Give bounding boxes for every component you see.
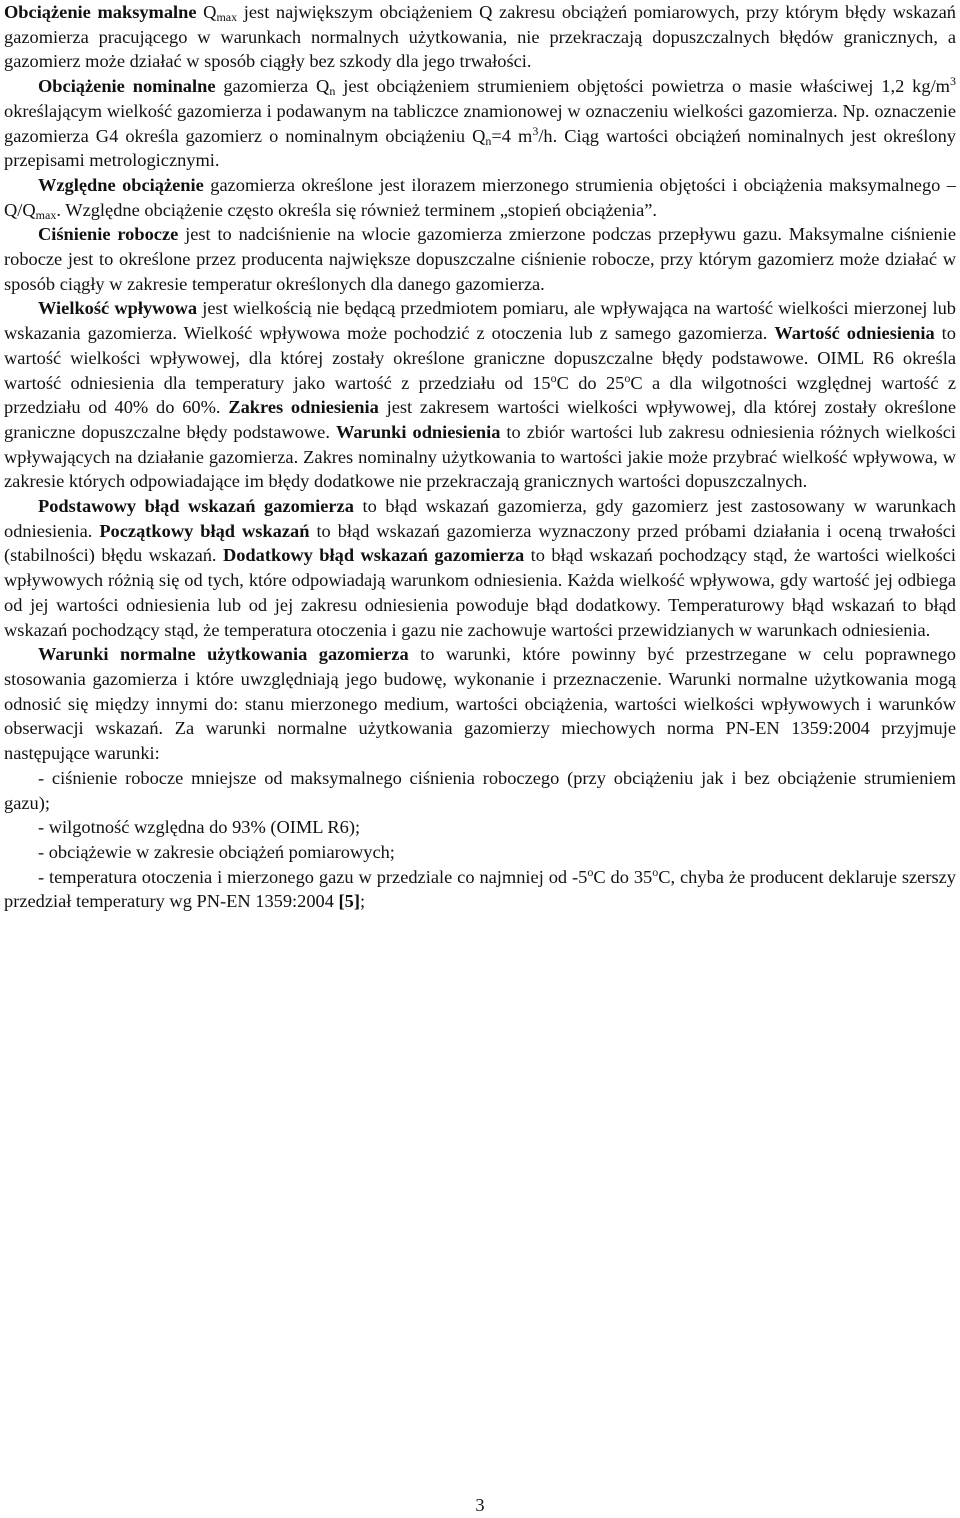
term-dodatkowy-blad: Dodatkowy błąd wskazań gazomierza — [222, 545, 525, 566]
reference-citation: [5] — [338, 891, 360, 912]
term-cisnienie-robocze: Ciśnienie robocze — [38, 224, 179, 245]
term-wartosc-odniesienia: Wartość odniesienia — [774, 323, 935, 344]
paragraph-bledy-wskazan: Podstawowy błąd wskazań gazomierza to błąd wskazań gazomierza, gdy gazomierz jest zastosowany w warunkach odniesienia. Początkowy błąd wskazań to błąd wskazań gazomierza wyznaczony przed próbami działania i oceną trwałości (stabilności) błędu wskazań. Dodatkowy błąd wskazań gazomierza to błąd wskazań pochodzący stąd, że wartości wielkości wpływowych różnią się od tych, które odpowiadają warunkom odniesienia. Każda wielkość wpływowa, gdy wartość jej odbiega od jej wartości odniesienia lub od jej zakresu odniesienia powoduje błąd dodatkowy. Temperaturowy błąd wskazań to błąd wskazań pochodzący stąd, że temperatura otoczenia i gazu nie zachowuje wartości przewidzianych w warunkach odniesienia. — [4, 496, 956, 640]
list-item: - ciśnienie robocze mniejsze od maksymalnego ciśnienia roboczego (przy obciążeniu jak i bez obciążenie strumieniem gazu); — [4, 767, 956, 813]
paragraph-cisnienie-robocze: Ciśnienie robocze jest to nadciśnienie na wlocie gazomierza zmierzone podczas przepływu gazu. Maksymalne ciśnienie robocze jest to określone przez producenta największe dopuszczalne ciśnienie robocze, przy którym gazomierz może działać w sposób ciągły w zakresie temperatur określonych dla danego gazomierza. — [4, 224, 956, 294]
paragraph-warunki-normalne: Warunki normalne użytkowania gazomierza to warunki, które powinny być przestrzegane w celu poprawnego stosowania gazomierza i które uwzględniają jego budowę, wykonanie i przeznaczenie. Warunki normalne użytkowania mogą odnosić się między innymi do: stanu mierzonego medium, wartości obciążenia, wartości wielkości wpływowych i warunków obserwacji wskazań. Za warunki normalne użytkowania gazomierzy miechowych norma PN-EN 1359:2004 przyjmuje następujące warunki: — [4, 644, 956, 764]
term-obciazenie-maksymalne: Obciążenie maksymalne — [4, 2, 197, 22]
page-number: 3 — [475, 1495, 485, 1515]
paragraph-obciazenie-nominalne: Obciążenie nominalne gazomierza $Q_n$ jest obciążeniem strumieniem objętości powietrza o masie właściwej 1,2 $kg/m^3$ określającym wielkość gazomierza i podawanym na tabliczce znamionowej w oznaczeniu wielkości gazomierza. Np. oznaczenie gazomierza G4 określa gazomierz o nominalnym obciążeniu $Q_n=4$ $m^3/h$. Ciąg wartości obciążeń nominalnych jest określony przepisami metrologicznymi. — [4, 74, 956, 171]
paragraph-wzgledne-obciazenie: Względne obciążenie gazomierza określone jest ilorazem mierzonego strumienia objętości i obciążenia maksymalnego – $Q/Q_{max}$. Względne obciążenie często określa się również terminem „stopień obciążenia”. — [4, 174, 956, 222]
term-poczatkowy-blad: Początkowy błąd wskazań — [99, 520, 310, 541]
term-obciazenie-nominalne: Obciążenie nominalne — [38, 76, 216, 97]
term-warunki-normalne: Warunki normalne użytkowania gazomierza — [38, 644, 409, 665]
paragraph-wielkosc-wplywowa: Wielkość wpływowa jest wielkością nie będącą przedmiotem pomiaru, ale wpływająca na wartość wielkości mierzonej lub wskazania gazomierza. Wielkość wpływowa może pochodzić z otoczenia lub z samego gazomierza. Wartość odniesienia to wartość wielkości wpływowej, dla której zostały określone graniczne dopuszczalne błędy podstawowe. OIML R6 określa wartość odniesienia dla temperatury jako wartość z przedziału od 15$^o$C do 25$^o$C a dla wilgotności względnej wartość z przedziału od 40% do 60%. Zakres odniesienia jest zakresem wartości wielkości wpływowej, dla której zostały określone graniczne dopuszczalne błędy podstawowe. Warunki odniesienia to zbiór wartości lub zakresu odniesienia różnych wielkości wpływających na działanie gazomierza. Zakres nominalny użytkowania to wartości jakie może przybrać wielkość wpływowa, w zakresie których odpowiadające im błędy dodatkowe nie przekraczają granicznych wartości dopuszczalnych. — [4, 298, 957, 492]
term-wielkosc-wplywowa: Wielkość wpływowa — [38, 298, 198, 319]
paragraph-obciazenie-maksymalne: Obciążenie maksymalne $Q_{max}$ jest największym obciążeniem Q zakresu obciążeń pomiarowych, przy którym błędy wskazań gazomierza pracującego w warunkach normalnych użytkowania, nie przekraczają dopuszczalnych błędów granicznych, a gazomierz może działać w sposób ciągły bez szkody dla jego trwałości. — [4, 2, 956, 72]
term-zakres-odniesienia: Zakres odniesienia — [228, 397, 379, 418]
term-wzgledne-obciazenie: Względne obciążenie — [38, 174, 204, 195]
term-podstawowy-blad: Podstawowy błąd wskazań gazomierza — [38, 496, 354, 517]
term-warunki-odniesienia: Warunki odniesienia — [335, 421, 501, 442]
list-item: - obciążewie w zakresie obciążeń pomiarowych; — [38, 841, 395, 862]
list-item: - wilgotność względna do 93% (OIML R6); — [38, 817, 361, 838]
list-item: - temperatura otoczenia i mierzonego gazu w przedziale co najmniej od -5$^o$C do 35$^o$C, chyba że producent deklaruje szerszy przedział temperatury wg PN-EN 1359:2004 [5]; — [4, 864, 956, 912]
